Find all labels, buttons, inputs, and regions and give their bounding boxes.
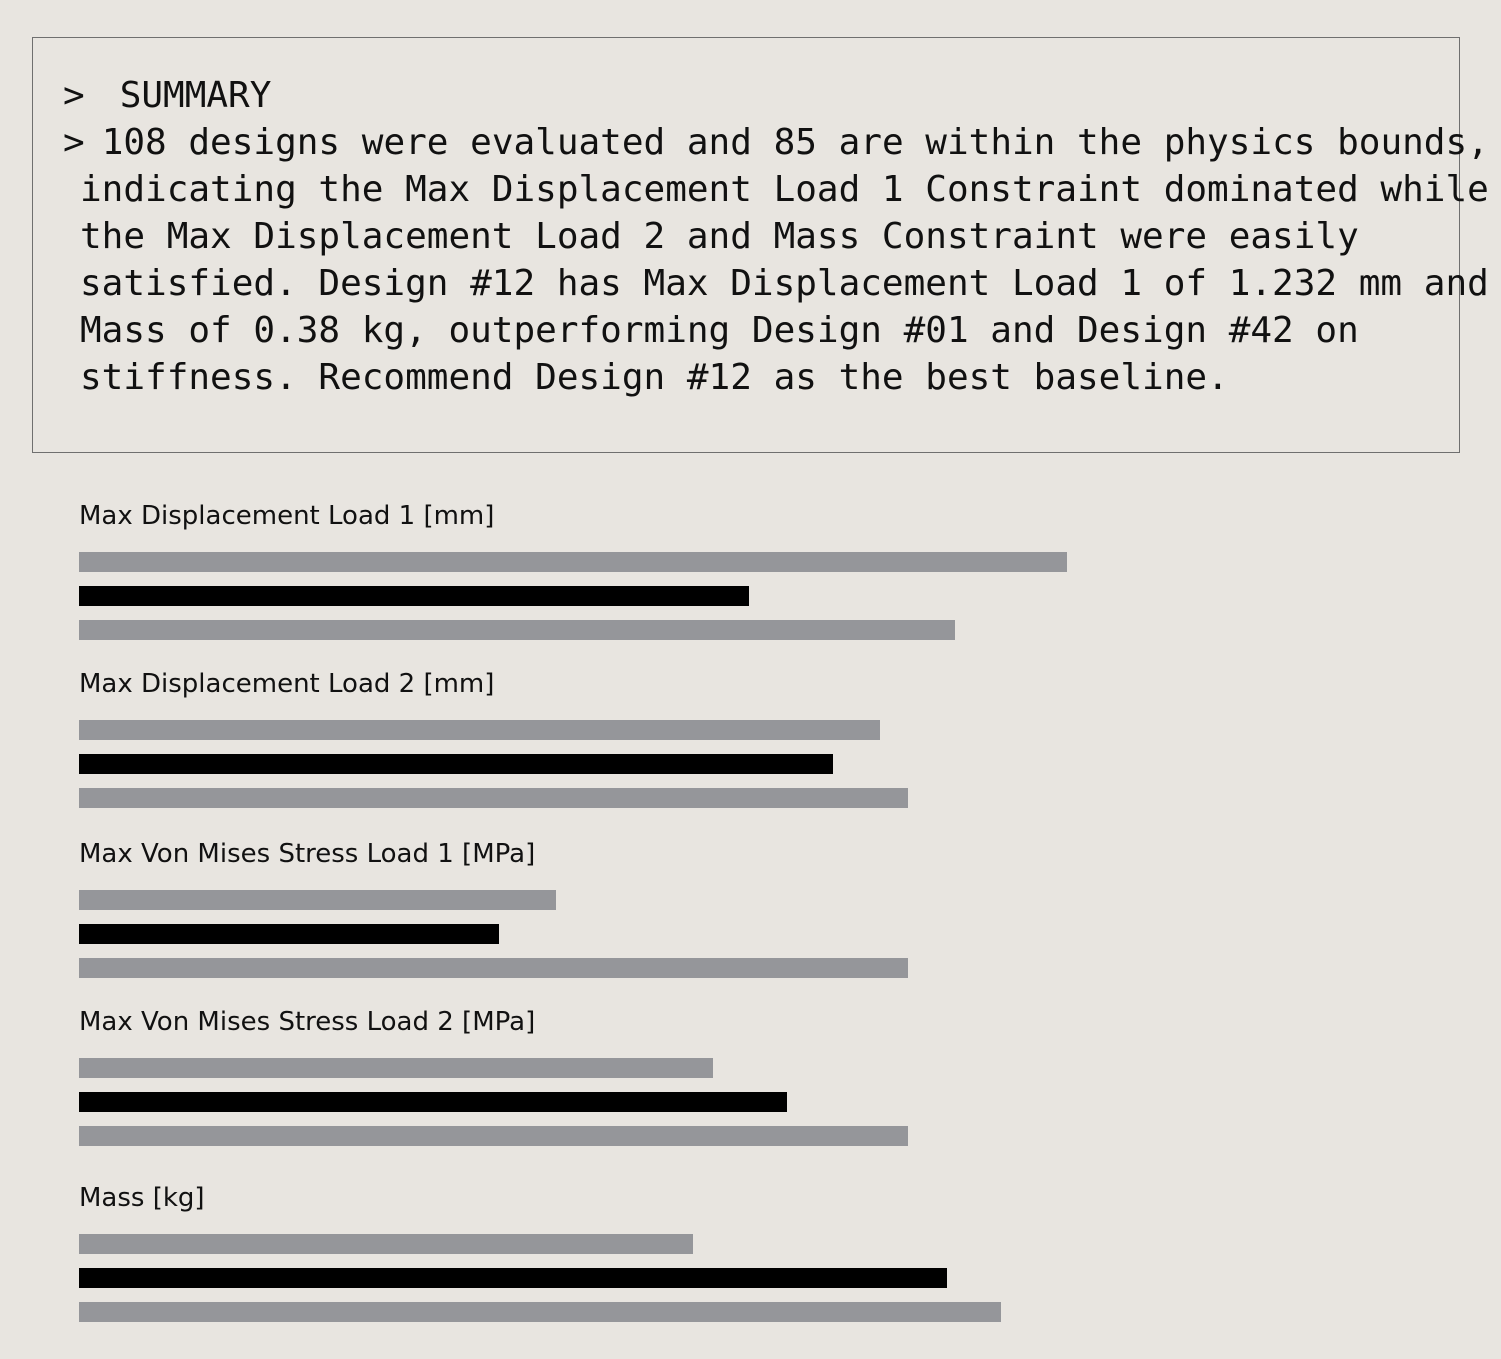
metric-group (79, 501, 1067, 640)
comparison-bar (79, 788, 908, 808)
prompt-symbol: > (63, 122, 85, 163)
highlight-bar (79, 586, 749, 606)
summary-panel (32, 37, 1489, 453)
summary-title: SUMMARY (119, 75, 272, 116)
highlight-bar (79, 1268, 947, 1288)
highlight-bar (79, 924, 499, 944)
comparison-bar (79, 1234, 693, 1254)
summary-text (63, 119, 1489, 401)
summary-line: satisfied. Design #12 has Max Displacement Load 1 of 1.232 mm and (80, 263, 1489, 304)
metric-group (79, 669, 908, 808)
highlight-bar (79, 1092, 787, 1112)
metric-group (79, 1007, 908, 1146)
comparison-bar (79, 1058, 713, 1078)
metrics-bar-chart (0, 480, 1501, 1340)
comparison-bar (79, 890, 556, 910)
summary-heading (63, 72, 271, 119)
summary-line: stiffness. Recommend Design #12 as the best baseline. (80, 357, 1229, 398)
metric-group (79, 839, 908, 978)
metric-label: Max Displacement Load 1 [mm] (79, 501, 495, 531)
comparison-bar (79, 720, 880, 740)
summary-line: indicating the Max Displacement Load 1 Constraint dominated while (80, 169, 1489, 210)
metric-group (79, 1183, 1001, 1322)
summary-line: Mass of 0.38 kg, outperforming Design #01 and Design #42 on (80, 310, 1359, 351)
summary-line-text: 108 designs were evaluated and 85 are within the physics bounds, (101, 122, 1489, 163)
comparison-bar (79, 1302, 1001, 1322)
comparison-bar (79, 958, 908, 978)
comparison-bar (79, 552, 1067, 572)
metric-label: Mass [kg] (79, 1183, 205, 1213)
metric-label: Max Von Mises Stress Load 2 [MPa] (79, 1007, 536, 1037)
summary-line: the Max Displacement Load 2 and Mass Constraint were easily (80, 216, 1359, 257)
prompt-symbol: > (63, 75, 85, 116)
metric-label: Max Displacement Load 2 [mm] (79, 669, 495, 699)
comparison-bar (79, 620, 955, 640)
highlight-bar (79, 754, 833, 774)
metric-label: Max Von Mises Stress Load 1 [MPa] (79, 839, 536, 869)
summary-line (63, 119, 1489, 166)
comparison-bar (79, 1126, 908, 1146)
